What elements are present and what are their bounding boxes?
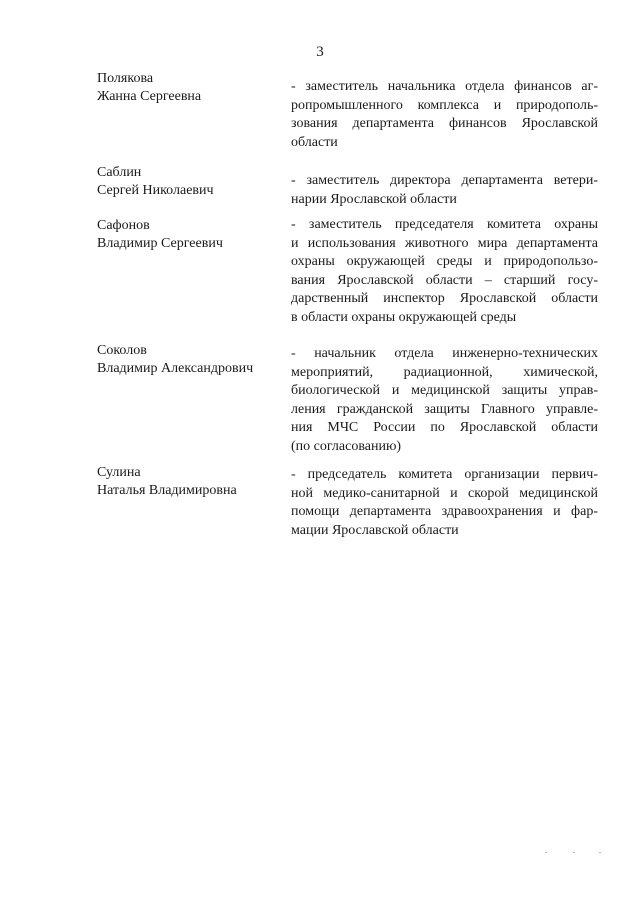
position-line: ропромышленного комплекса и природополь- (291, 97, 598, 113)
member-position (291, 345, 598, 456)
position-line: - заместитель председателя комитета охраны (291, 217, 598, 232)
member-name (97, 342, 282, 378)
position-line: дарственный инспектор Ярославской области (291, 291, 598, 306)
position-line: мероприятий, радиационной, химической, (291, 364, 598, 380)
member-name (97, 70, 282, 106)
position-line: - начальник отдела инженерно-технических (291, 346, 598, 361)
member-given-names: Сергей Николаевич (97, 183, 214, 198)
member-name (97, 164, 282, 200)
member-surname: Соколов (97, 343, 147, 358)
member-surname: Саблин (97, 165, 142, 180)
member-given-names: Наталья Владимировна (97, 483, 237, 498)
member-position (291, 466, 598, 540)
position-line: в области охраны окружающей среды (291, 309, 517, 325)
position-line: - заместитель директора департамента ветери- (291, 173, 598, 188)
position-line: ния МЧС России по Ярославской области (291, 420, 598, 435)
member-surname: Сафонов (97, 218, 150, 233)
position-line: зования департамента финансов Ярославской (291, 116, 598, 131)
member-name (97, 217, 282, 253)
member-position (291, 78, 598, 152)
position-line: и использования животного мира департамента (291, 235, 598, 251)
member-given-names: Владимир Александрович (97, 361, 254, 376)
member-position (291, 172, 598, 209)
member-name (97, 464, 282, 500)
position-line: помощи департамента здравоохранения и фар- (291, 504, 598, 519)
member-surname: Полякова (97, 71, 154, 86)
member-position (291, 216, 598, 327)
position-line: мации Ярославской области (291, 522, 459, 538)
position-line: области (291, 134, 338, 150)
member-given-names: Жанна Сергеевна (97, 89, 202, 104)
position-line: (по согласованию) (291, 438, 402, 454)
member-given-names: Владимир Сергеевич (97, 236, 223, 251)
scan-specks (545, 852, 605, 856)
position-line: ления гражданской защиты Главного управле- (291, 401, 598, 417)
position-line: нарии Ярославской области (291, 191, 457, 207)
position-line: биологической и медицинской защиты управ- (291, 383, 598, 398)
position-line: - заместитель начальника отдела финансов аг- (291, 79, 598, 94)
position-line: охраны окружающей среды и природопользо- (291, 254, 598, 269)
position-line: вания Ярославской области – старший госу- (291, 272, 598, 288)
member-surname: Сулина (97, 465, 141, 480)
position-line: - председатель комитета организации первич- (291, 467, 598, 482)
page-number: 3 (316, 44, 324, 60)
position-line: ной медико-санитарной и скорой медицинской (291, 485, 598, 501)
